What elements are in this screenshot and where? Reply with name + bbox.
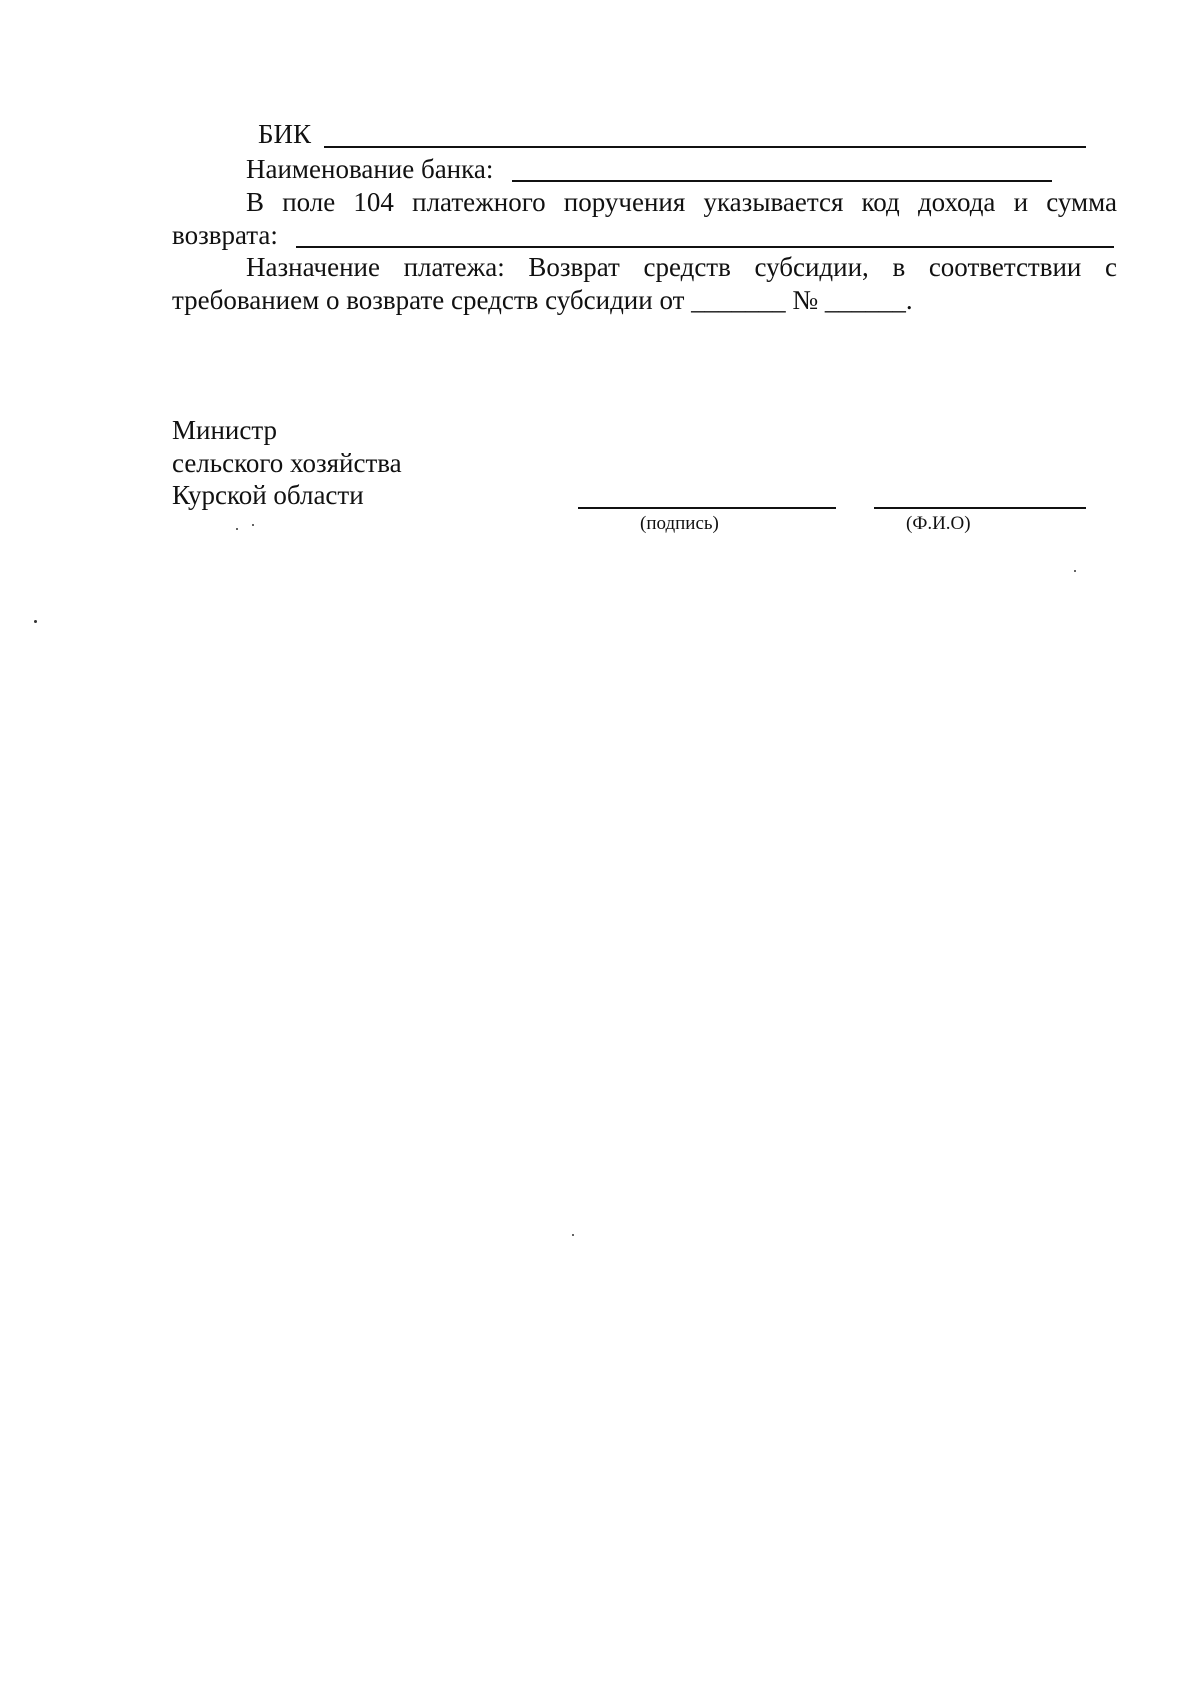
payment-purpose-line2	[172, 284, 913, 316]
signature-caption: (подпись)	[640, 513, 719, 534]
number-sign: №	[792, 285, 819, 315]
number-blank: ______	[824, 285, 906, 315]
return-amount-fill-line	[296, 246, 1114, 248]
bik-fill-line	[324, 146, 1086, 148]
signatory-title-line3: Курской области	[172, 480, 364, 510]
name-fill-line	[874, 507, 1086, 509]
name-caption: (Ф.И.О)	[906, 513, 971, 534]
scan-speck	[1074, 570, 1076, 572]
signatory-title-line2: сельского хозяйства	[172, 448, 402, 478]
scan-speck	[252, 524, 254, 526]
bank-name-label: Наименование банка:	[246, 154, 494, 184]
date-blank: _______	[691, 285, 786, 315]
field-104-line2-label: возврата:	[172, 220, 278, 250]
signature-fill-line	[578, 507, 836, 509]
payment-purpose-prefix: требованием о возврате средств субсидии от	[172, 285, 685, 315]
scan-speck	[236, 528, 238, 530]
bik-label: БИК	[258, 119, 312, 149]
scan-speck	[34, 620, 37, 623]
signatory-title-line1: Министр	[172, 415, 277, 445]
payment-purpose-line1: Назначение платежа: Возврат средств субсидии, в соответствии с	[246, 252, 1117, 282]
end-punctuation: .	[905, 285, 913, 315]
bank-name-fill-line	[512, 180, 1052, 182]
scan-speck	[572, 1234, 574, 1236]
field-104-line1: В поле 104 платежного поручения указывается код дохода и сумма	[246, 187, 1117, 217]
